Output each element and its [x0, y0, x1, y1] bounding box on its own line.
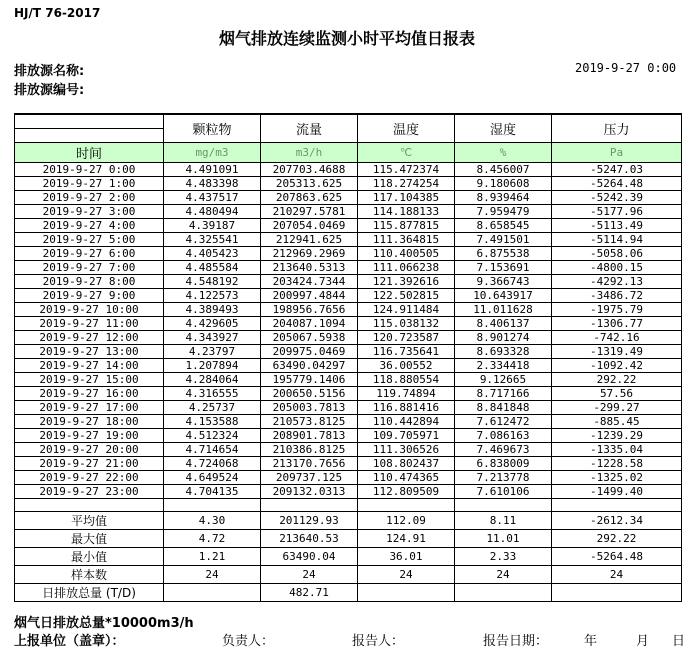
time-cell: 2019-9-27 16:00: [15, 387, 164, 401]
value-cell-pressure: -5264.48: [552, 177, 682, 191]
summary-value-temperature: 112.09: [358, 512, 455, 530]
table-row: [15, 275, 682, 289]
table-row: [15, 331, 682, 345]
day-label: 日: [672, 634, 686, 649]
value-cell-pressure: 292.22: [552, 373, 682, 387]
value-cell-particulate: 4.548192: [164, 275, 261, 289]
table-row: [15, 359, 682, 373]
table-row: [15, 485, 682, 499]
value-cell-pressure: -4292.13: [552, 275, 682, 289]
summary-value-flow: 201129.93: [261, 512, 358, 530]
value-cell-temperature: 110.474365: [358, 471, 455, 485]
value-cell-particulate: 4.325541: [164, 233, 261, 247]
value-cell-temperature: 122.502815: [358, 289, 455, 303]
table-row: [15, 429, 682, 443]
value-cell-humidity: 9.180608: [455, 177, 552, 191]
value-cell-temperature: 110.442894: [358, 415, 455, 429]
summary-row: [15, 548, 682, 566]
month-label: 月: [636, 634, 650, 649]
time-cell: 2019-9-27 0:00: [15, 163, 164, 177]
value-cell-flow: 200650.5156: [261, 387, 358, 401]
responsible-label: 负责人：: [222, 634, 275, 649]
table-row: [15, 233, 682, 247]
summary-value-pressure: -5264.48: [552, 548, 682, 566]
value-cell-flow: 210386.8125: [261, 443, 358, 457]
summary-value-humidity: 8.11: [455, 512, 552, 530]
value-cell-humidity: 7.213778: [455, 471, 552, 485]
col-header-flow: 流量: [261, 114, 358, 143]
data-rows: [15, 163, 682, 499]
table-row: [15, 219, 682, 233]
value-cell-humidity: 9.366743: [455, 275, 552, 289]
time-header: 时间: [15, 143, 164, 163]
time-cell: 2019-9-27 17:00: [15, 401, 164, 415]
time-cell: 2019-9-27 5:00: [15, 233, 164, 247]
value-cell-particulate: 4.480494: [164, 205, 261, 219]
time-cell: 2019-9-27 11:00: [15, 317, 164, 331]
value-cell-flow: 208901.7813: [261, 429, 358, 443]
summary-value-flow: 482.71: [261, 584, 358, 602]
spacer-row: [15, 499, 682, 512]
summary-value-humidity: 11.01: [455, 530, 552, 548]
time-cell: 2019-9-27 15:00: [15, 373, 164, 387]
value-cell-humidity: 7.959479: [455, 205, 552, 219]
summary-value-pressure: 24: [552, 566, 682, 584]
table-row: [15, 457, 682, 471]
value-cell-flow: 212969.2969: [261, 247, 358, 261]
value-cell-particulate: 4.25737: [164, 401, 261, 415]
value-cell-temperature: 112.809509: [358, 485, 455, 499]
time-cell: 2019-9-27 6:00: [15, 247, 164, 261]
value-cell-temperature: 111.364815: [358, 233, 455, 247]
time-cell: 2019-9-27 12:00: [15, 331, 164, 345]
summary-value-flow: 63490.04: [261, 548, 358, 566]
report-unit-label: 上报单位（盖章）：: [14, 634, 125, 649]
value-cell-temperature: 114.188133: [358, 205, 455, 219]
value-cell-pressure: -1239.29: [552, 429, 682, 443]
time-cell: 2019-9-27 1:00: [15, 177, 164, 191]
unit-humidity: %: [455, 143, 552, 163]
value-cell-pressure: -1228.58: [552, 457, 682, 471]
reporter-label: 报告人：: [352, 634, 405, 649]
value-cell-pressure: -5058.06: [552, 247, 682, 261]
value-cell-particulate: 4.491091: [164, 163, 261, 177]
year-label: 年: [584, 634, 598, 649]
page-title: 烟气排放连续监测小时平均值日报表: [218, 29, 475, 48]
value-cell-humidity: 8.658545: [455, 219, 552, 233]
table-row: [15, 415, 682, 429]
value-cell-temperature: 110.400505: [358, 247, 455, 261]
value-cell-particulate: 4.23797: [164, 345, 261, 359]
value-cell-temperature: 115.877815: [358, 219, 455, 233]
summary-value-particulate: [164, 584, 261, 602]
summary-value-particulate: 24: [164, 566, 261, 584]
summary-value-pressure: 292.22: [552, 530, 682, 548]
value-cell-particulate: 4.284064: [164, 373, 261, 387]
value-cell-humidity: 6.838009: [455, 457, 552, 471]
signature-line: [0, 630, 694, 648]
value-cell-pressure: -1092.42: [552, 359, 682, 373]
value-cell-humidity: 2.334418: [455, 359, 552, 373]
value-cell-humidity: 8.939464: [455, 191, 552, 205]
total-emission-note: 烟气日排放总量*10000m3/h: [14, 616, 194, 631]
time-cell: 2019-9-27 3:00: [15, 205, 164, 219]
time-cell: 2019-9-27 10:00: [15, 303, 164, 317]
value-cell-temperature: 119.74894: [358, 387, 455, 401]
summary-label: 最小值: [15, 548, 164, 566]
value-cell-temperature: 109.705971: [358, 429, 455, 443]
value-cell-flow: 212941.625: [261, 233, 358, 247]
summary-value-particulate: 1.21: [164, 548, 261, 566]
table-row: [15, 191, 682, 205]
summary-value-humidity: 24: [455, 566, 552, 584]
value-cell-pressure: -1325.02: [552, 471, 682, 485]
value-cell-humidity: 8.693328: [455, 345, 552, 359]
summary-label: 样本数: [15, 566, 164, 584]
value-cell-pressure: -885.45: [552, 415, 682, 429]
value-cell-pressure: -1335.04: [552, 443, 682, 457]
value-cell-flow: 204087.1094: [261, 317, 358, 331]
summary-value-temperature: 24: [358, 566, 455, 584]
summary-value-temperature: [358, 584, 455, 602]
summary-row: [15, 566, 682, 584]
table-row: [15, 289, 682, 303]
table-row: [15, 163, 682, 177]
value-cell-humidity: 11.011628: [455, 303, 552, 317]
value-cell-particulate: 4.343927: [164, 331, 261, 345]
value-cell-humidity: 8.901274: [455, 331, 552, 345]
value-cell-flow: 210573.8125: [261, 415, 358, 429]
table-row: [15, 247, 682, 261]
value-cell-flow: 207863.625: [261, 191, 358, 205]
time-cell: 2019-9-27 13:00: [15, 345, 164, 359]
value-cell-pressure: -5247.03: [552, 163, 682, 177]
value-cell-pressure: -742.16: [552, 331, 682, 345]
value-cell-particulate: 4.704135: [164, 485, 261, 499]
value-cell-particulate: 4.429605: [164, 317, 261, 331]
time-cell: 2019-9-27 21:00: [15, 457, 164, 471]
summary-label: 日排放总量 (T/D): [15, 584, 164, 602]
value-cell-flow: 200997.4844: [261, 289, 358, 303]
summary-row: [15, 512, 682, 530]
value-cell-humidity: 7.086163: [455, 429, 552, 443]
col-header-particulate: 颗粒物: [164, 114, 261, 143]
value-cell-humidity: 7.610106: [455, 485, 552, 499]
table-row: [15, 317, 682, 331]
value-cell-temperature: 118.880554: [358, 373, 455, 387]
split-top: [15, 115, 163, 129]
value-cell-flow: 203424.7344: [261, 275, 358, 289]
value-cell-flow: 207703.4688: [261, 163, 358, 177]
value-cell-pressure: -5242.39: [552, 191, 682, 205]
value-cell-flow: 213170.7656: [261, 457, 358, 471]
value-cell-particulate: 4.316555: [164, 387, 261, 401]
value-cell-temperature: 111.066238: [358, 261, 455, 275]
time-cell: 2019-9-27 20:00: [15, 443, 164, 457]
value-cell-humidity: 9.12665: [455, 373, 552, 387]
value-cell-particulate: 4.724068: [164, 457, 261, 471]
value-cell-temperature: 108.802437: [358, 457, 455, 471]
value-cell-particulate: 4.122573: [164, 289, 261, 303]
split-bottom: [15, 129, 163, 142]
value-cell-pressure: -1306.77: [552, 317, 682, 331]
value-cell-particulate: 4.153588: [164, 415, 261, 429]
value-cell-temperature: 120.723587: [358, 331, 455, 345]
value-cell-temperature: 115.038132: [358, 317, 455, 331]
value-cell-particulate: 1.207894: [164, 359, 261, 373]
summary-value-flow: 24: [261, 566, 358, 584]
value-cell-flow: 209975.0469: [261, 345, 358, 359]
summary-value-humidity: [455, 584, 552, 602]
value-cell-pressure: -3486.72: [552, 289, 682, 303]
value-cell-humidity: 8.406137: [455, 317, 552, 331]
unit-row: [15, 143, 682, 163]
value-cell-flow: 205313.625: [261, 177, 358, 191]
value-cell-particulate: 4.512324: [164, 429, 261, 443]
summary-value-particulate: 4.30: [164, 512, 261, 530]
value-cell-flow: 213640.5313: [261, 261, 358, 275]
value-cell-humidity: 7.153691: [455, 261, 552, 275]
summary-value-pressure: -2612.34: [552, 512, 682, 530]
value-cell-temperature: 124.911484: [358, 303, 455, 317]
value-cell-flow: 63490.04297: [261, 359, 358, 373]
value-cell-flow: 209132.0313: [261, 485, 358, 499]
value-cell-temperature: 121.392616: [358, 275, 455, 289]
time-cell: 2019-9-27 23:00: [15, 485, 164, 499]
unit-temperature: ℃: [358, 143, 455, 163]
summary-value-particulate: 4.72: [164, 530, 261, 548]
value-cell-flow: 205067.5938: [261, 331, 358, 345]
value-cell-particulate: 4.485584: [164, 261, 261, 275]
col-header-pressure: 压力: [552, 114, 682, 143]
value-cell-humidity: 8.841848: [455, 401, 552, 415]
value-cell-particulate: 4.389493: [164, 303, 261, 317]
summary-row: [15, 584, 682, 602]
table-row: [15, 401, 682, 415]
time-cell: 2019-9-27 18:00: [15, 415, 164, 429]
summary-label: 最大值: [15, 530, 164, 548]
value-cell-particulate: 4.405423: [164, 247, 261, 261]
unit-pressure: Pa: [552, 143, 682, 163]
summary-value-temperature: 124.91: [358, 530, 455, 548]
value-cell-humidity: 10.643917: [455, 289, 552, 303]
value-cell-pressure: 57.56: [552, 387, 682, 401]
value-cell-pressure: -5114.94: [552, 233, 682, 247]
table-row: [15, 261, 682, 275]
standard-number: HJ/T 76-2017: [14, 6, 101, 20]
monitoring-table: [14, 113, 682, 602]
value-cell-flow: 198956.7656: [261, 303, 358, 317]
value-cell-temperature: 117.104385: [358, 191, 455, 205]
value-cell-pressure: -5113.49: [552, 219, 682, 233]
value-cell-humidity: 6.875538: [455, 247, 552, 261]
value-cell-pressure: -1319.49: [552, 345, 682, 359]
value-cell-flow: 210297.5781: [261, 205, 358, 219]
value-cell-flow: 205003.7813: [261, 401, 358, 415]
value-cell-particulate: 4.714654: [164, 443, 261, 457]
value-cell-temperature: 116.881416: [358, 401, 455, 415]
time-cell: 2019-9-27 4:00: [15, 219, 164, 233]
table-row: [15, 387, 682, 401]
table-row: [15, 471, 682, 485]
table-row: [15, 345, 682, 359]
value-cell-pressure: -5177.96: [552, 205, 682, 219]
time-cell: 2019-9-27 9:00: [15, 289, 164, 303]
summary-rows: [15, 512, 682, 602]
summary-value-pressure: [552, 584, 682, 602]
report-date-label: 报告日期：: [483, 634, 549, 649]
unit-particulate: mg/m3: [164, 143, 261, 163]
value-cell-humidity: 7.491501: [455, 233, 552, 247]
value-cell-temperature: 118.274254: [358, 177, 455, 191]
source-name-label: 排放源名称:: [14, 64, 85, 79]
table-row: [15, 205, 682, 219]
report-datetime: 2019-9-27 0:00: [575, 61, 677, 75]
time-cell: 2019-9-27 7:00: [15, 261, 164, 275]
value-cell-pressure: -299.27: [552, 401, 682, 415]
table-row: [15, 303, 682, 317]
col-header-temperature: 温度: [358, 114, 455, 143]
value-cell-pressure: -1499.40: [552, 485, 682, 499]
header-row: [15, 114, 682, 143]
table-row: [15, 373, 682, 387]
value-cell-temperature: 111.306526: [358, 443, 455, 457]
value-cell-particulate: 4.39187: [164, 219, 261, 233]
table-row: [15, 177, 682, 191]
value-cell-temperature: 116.735641: [358, 345, 455, 359]
col-header-humidity: 湿度: [455, 114, 552, 143]
value-cell-temperature: 36.00552: [358, 359, 455, 373]
value-cell-humidity: 8.717166: [455, 387, 552, 401]
value-cell-temperature: 115.472374: [358, 163, 455, 177]
time-cell: 2019-9-27 8:00: [15, 275, 164, 289]
summary-value-temperature: 36.01: [358, 548, 455, 566]
time-cell: 2019-9-27 2:00: [15, 191, 164, 205]
value-cell-humidity: 7.612472: [455, 415, 552, 429]
value-cell-particulate: 4.483398: [164, 177, 261, 191]
unit-flow: m3/h: [261, 143, 358, 163]
time-cell: 2019-9-27 14:00: [15, 359, 164, 373]
value-cell-pressure: -4800.15: [552, 261, 682, 275]
value-cell-pressure: -1975.79: [552, 303, 682, 317]
value-cell-particulate: 4.437517: [164, 191, 261, 205]
time-cell: 2019-9-27 22:00: [15, 471, 164, 485]
value-cell-humidity: 8.456007: [455, 163, 552, 177]
value-cell-particulate: 4.649524: [164, 471, 261, 485]
source-id-label: 排放源编号:: [14, 83, 85, 98]
summary-label: 平均值: [15, 512, 164, 530]
table-row: [15, 443, 682, 457]
header-empty-split-cell: [15, 114, 164, 143]
summary-value-humidity: 2.33: [455, 548, 552, 566]
value-cell-flow: 195779.1406: [261, 373, 358, 387]
summary-value-flow: 213640.53: [261, 530, 358, 548]
value-cell-flow: 207054.0469: [261, 219, 358, 233]
value-cell-humidity: 7.469673: [455, 443, 552, 457]
time-cell: 2019-9-27 19:00: [15, 429, 164, 443]
summary-row: [15, 530, 682, 548]
value-cell-flow: 209737.125: [261, 471, 358, 485]
